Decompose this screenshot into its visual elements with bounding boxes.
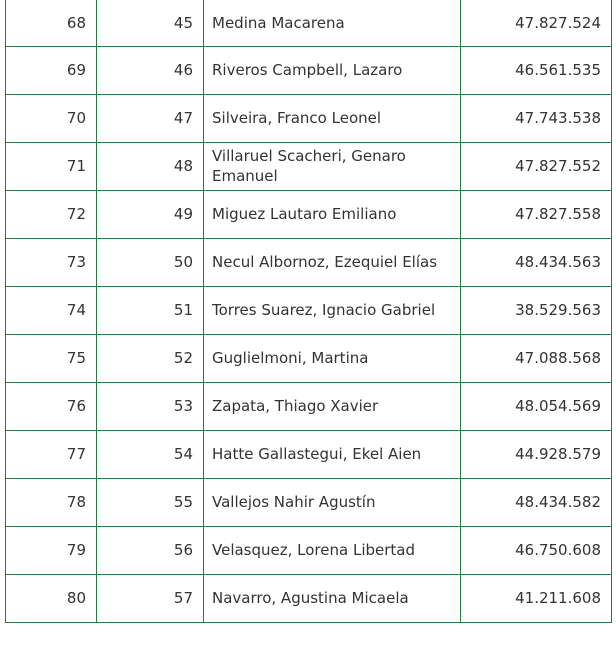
row-dni-cell: 47.088.568	[461, 334, 612, 382]
row-name-cell: Riveros Campbell, Lazaro	[204, 46, 461, 94]
row-dni-cell: 44.928.579	[461, 430, 612, 478]
row-index-cell: 78	[6, 478, 97, 526]
row-dni-cell: 41.211.608	[461, 574, 612, 622]
row-name-cell: Necul Albornoz, Ezequiel Elías	[204, 238, 461, 286]
row-dni-cell: 48.054.569	[461, 382, 612, 430]
row-index-cell: 73	[6, 238, 97, 286]
table-row	[6, 478, 612, 526]
table-row	[6, 574, 612, 622]
table-row	[6, 334, 612, 382]
table-row	[6, 94, 612, 142]
table-row	[6, 190, 612, 238]
row-order-cell: 55	[97, 478, 204, 526]
row-name-cell: Torres Suarez, Ignacio Gabriel	[204, 286, 461, 334]
row-index-cell: 74	[6, 286, 97, 334]
table-row	[6, 0, 612, 46]
row-order-cell: 56	[97, 526, 204, 574]
row-name-cell: Guglielmoni, Martina	[204, 334, 461, 382]
row-index-cell: 76	[6, 382, 97, 430]
row-name-cell: Zapata, Thiago Xavier	[204, 382, 461, 430]
table-row	[6, 430, 612, 478]
row-order-cell: 53	[97, 382, 204, 430]
row-name-cell: Silveira, Franco Leonel	[204, 94, 461, 142]
row-name-cell: Villaruel Scacheri, Genaro Emanuel	[204, 142, 461, 190]
row-dni-cell: 47.743.538	[461, 94, 612, 142]
row-index-cell: 70	[6, 94, 97, 142]
row-name-cell: Vallejos Nahir Agustín	[204, 478, 461, 526]
row-name-cell: Miguez Lautaro Emiliano	[204, 190, 461, 238]
table-row	[6, 526, 612, 574]
student-list-table-container	[5, 0, 611, 623]
row-order-cell: 45	[97, 0, 204, 46]
table-row	[6, 142, 612, 190]
row-name-cell: Velasquez, Lorena Libertad	[204, 526, 461, 574]
row-name-cell: Navarro, Agustina Micaela	[204, 574, 461, 622]
row-index-cell: 75	[6, 334, 97, 382]
row-dni-cell: 47.827.552	[461, 142, 612, 190]
row-order-cell: 47	[97, 94, 204, 142]
table-row	[6, 286, 612, 334]
row-index-cell: 72	[6, 190, 97, 238]
row-index-cell: 68	[6, 0, 97, 46]
row-dni-cell: 46.750.608	[461, 526, 612, 574]
row-dni-cell: 46.561.535	[461, 46, 612, 94]
row-name-cell: Medina Macarena	[204, 0, 461, 46]
row-index-cell: 80	[6, 574, 97, 622]
row-dni-cell: 47.827.524	[461, 0, 612, 46]
row-dni-cell: 47.827.558	[461, 190, 612, 238]
row-order-cell: 48	[97, 142, 204, 190]
row-index-cell: 79	[6, 526, 97, 574]
row-index-cell: 69	[6, 46, 97, 94]
row-order-cell: 52	[97, 334, 204, 382]
table-body	[6, 0, 612, 622]
row-order-cell: 50	[97, 238, 204, 286]
row-order-cell: 54	[97, 430, 204, 478]
row-dni-cell: 48.434.563	[461, 238, 612, 286]
row-dni-cell: 38.529.563	[461, 286, 612, 334]
table-row	[6, 46, 612, 94]
table-row	[6, 382, 612, 430]
row-index-cell: 71	[6, 142, 97, 190]
table-row	[6, 238, 612, 286]
student-list-table	[5, 0, 612, 623]
row-order-cell: 46	[97, 46, 204, 94]
row-order-cell: 49	[97, 190, 204, 238]
row-index-cell: 77	[6, 430, 97, 478]
row-name-cell: Hatte Gallastegui, Ekel Aien	[204, 430, 461, 478]
row-order-cell: 51	[97, 286, 204, 334]
row-order-cell: 57	[97, 574, 204, 622]
row-dni-cell: 48.434.582	[461, 478, 612, 526]
